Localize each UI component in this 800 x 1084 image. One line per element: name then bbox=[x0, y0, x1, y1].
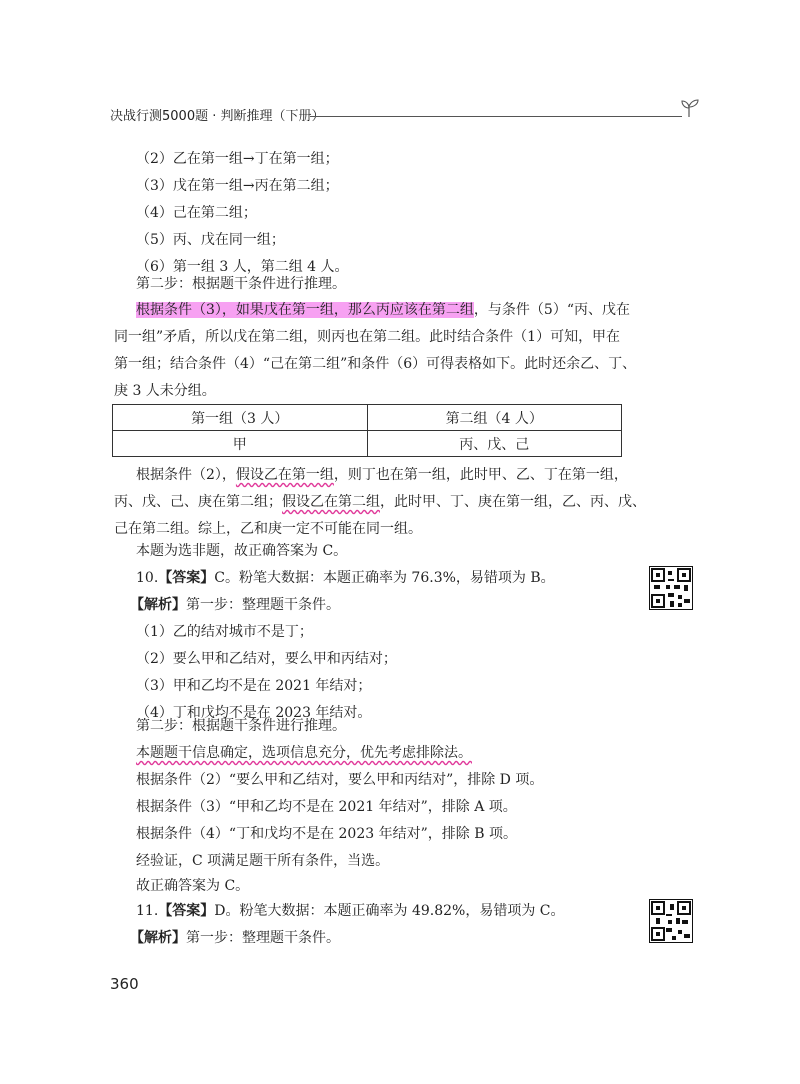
condition-5: （5）丙、戊在同一组； bbox=[136, 232, 285, 248]
q10-elimination-1: 根据条件（2）“要么甲和乙结对，要么甲和丙结对”，排除 D 项。 bbox=[136, 772, 544, 788]
table-cell: 丙、戊、己 bbox=[367, 431, 622, 457]
q10-elimination-3: 根据条件（4）“丁和戊均不是在 2023 年结对”，排除 B 项。 bbox=[136, 826, 517, 842]
condition-4: （4）己在第二组； bbox=[136, 205, 257, 221]
q10-elimination-2: 根据条件（3）“甲和乙均不是在 2021 年结对”，排除 A 项。 bbox=[136, 799, 517, 815]
qr-code-icon bbox=[650, 900, 692, 942]
table-header-cell: 第二组（4 人） bbox=[367, 405, 622, 431]
q10-step2: 第二步：根据题干条件进行推理。 bbox=[136, 718, 346, 734]
qr-code-q10 bbox=[649, 566, 693, 610]
reasoning-line-1: 根据条件（3），如果戊在第一组，那么丙应该在第二组，与条件（5）“丙、戊在 bbox=[136, 302, 630, 318]
condition-3: （3）戊在第一组→丙在第二组； bbox=[136, 178, 339, 194]
q10-answer: 10.【答案】C。粉笔大数据：本题正确率为 76.3%，易错项为 B。 bbox=[136, 570, 555, 586]
q10-condition-2: （2）要么甲和乙结对，要么甲和丙结对； bbox=[136, 651, 397, 667]
q10-method bbox=[136, 743, 472, 763]
header-rule bbox=[310, 116, 682, 117]
q11-analysis: 【解析】第一步：整理题干条件。 bbox=[130, 930, 340, 946]
wavy-underlined-text: 假设乙在第二组 bbox=[282, 494, 380, 510]
table-row bbox=[113, 405, 622, 431]
highlighted-text: 根据条件（3），如果戊在第一组，那么丙应该在第二组 bbox=[136, 302, 474, 318]
reasoning-paragraph-b bbox=[114, 462, 646, 543]
reasoning-paragraph bbox=[114, 297, 637, 405]
page-number: 360 bbox=[110, 975, 139, 993]
sprout-icon bbox=[678, 97, 700, 119]
condition-6: （6）第一组 3 人，第二组 4 人。 bbox=[136, 259, 349, 275]
group-table bbox=[112, 404, 622, 457]
reasoning-line-4: 庚 3 人未分组。 bbox=[114, 383, 216, 399]
wavy-underlined-text: 本题题干信息确定，选项信息充分，优先考虑排除法。 bbox=[136, 745, 472, 761]
conclusion-q9: 本题为选非题，故正确答案为 C。 bbox=[136, 543, 348, 559]
table-row bbox=[113, 431, 622, 457]
table-header-cell: 第一组（3 人） bbox=[113, 405, 368, 431]
qr-code-q11 bbox=[649, 899, 693, 943]
q10-final: 故正确答案为 C。 bbox=[136, 878, 250, 894]
reasoning-b-line-2: 丙、戊、己、庚在第二组；假设乙在第二组，此时甲、丁、庚在第一组，乙、丙、戊、 bbox=[114, 494, 646, 510]
table-cell: 甲 bbox=[113, 431, 368, 457]
running-header bbox=[110, 103, 700, 127]
reasoning-line-2: 同一组”矛盾，所以戊在第二组，则丙也在第二组。此时结合条件（1）可知，甲在 bbox=[114, 329, 621, 345]
q10-condition-4: （4）丁和戊均不是在 2023 年结对。 bbox=[136, 705, 372, 721]
reasoning-line-3: 第一组；结合条件（4）“己在第二组”和条件（6）可得表格如下。此时还余乙、丁、 bbox=[114, 356, 637, 372]
q11-answer: 11.【答案】D。粉笔大数据：本题正确率为 49.82%，易错项为 C。 bbox=[136, 903, 565, 919]
reasoning-b-line-3: 己在第二组。综上，乙和庚一定不可能在同一组。 bbox=[114, 521, 422, 537]
step2-heading: 第二步：根据题干条件进行推理。 bbox=[136, 276, 346, 292]
q10-analysis: 【解析】第一步：整理题干条件。 bbox=[130, 597, 340, 613]
wavy-underlined-text: 假设乙在第一组 bbox=[235, 467, 334, 483]
reasoning-b-line-1: 根据条件（2），假设乙在第一组，则丁也在第一组，此时甲、乙、丁在第一组， bbox=[136, 467, 628, 483]
q10-condition-1: （1）乙的结对城市不是丁； bbox=[136, 624, 313, 640]
q10-verify: 经验证，C 项满足题干所有条件，当选。 bbox=[136, 853, 390, 869]
qr-code-icon bbox=[650, 567, 692, 609]
book-title: 决战行测5000题 · 判断推理（下册） bbox=[110, 109, 325, 124]
condition-2: （2）乙在第一组→丁在第一组； bbox=[136, 151, 339, 167]
q10-condition-3: （3）甲和乙均不是在 2021 年结对； bbox=[136, 678, 372, 694]
